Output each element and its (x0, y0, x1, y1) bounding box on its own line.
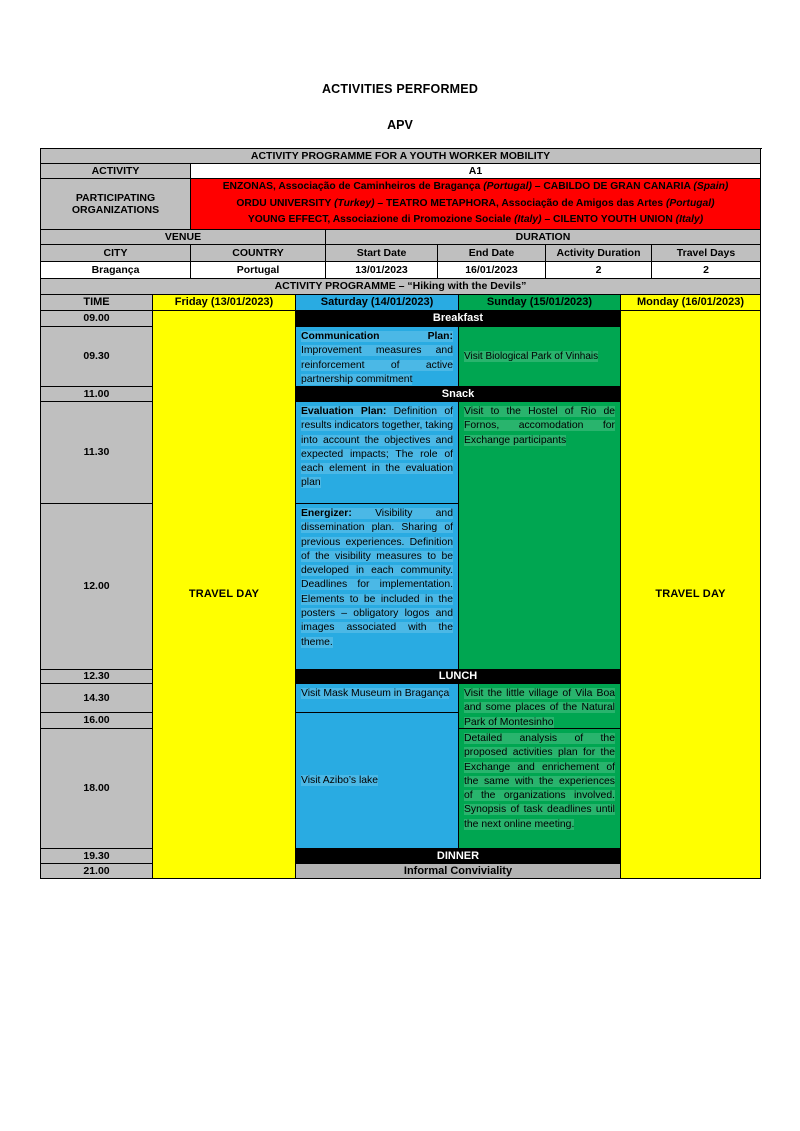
snack-bar: Snack (296, 387, 621, 402)
lunch-bar: LUNCH (296, 670, 621, 684)
participating-organizations-cell (191, 179, 761, 230)
start-date-value: 13/01/2023 (326, 262, 438, 279)
time-header: TIME (41, 295, 153, 311)
sunday-header: Sunday (15/01/2023) (459, 295, 621, 311)
travel-days-header: Travel Days (652, 245, 761, 262)
activity-value: A1 (191, 164, 761, 179)
time-cell-1800: 18.00 (41, 729, 153, 849)
end-date-header: End Date (438, 245, 546, 262)
sunday-activities-analysis-cell: Detailed analysis of the proposed activities plan for the Exchange and enrichement of the same with the experiences of the organizations involved. Synopsis of task deadlines until the next online meeting. (459, 729, 621, 849)
duration-label: DURATION (326, 230, 761, 245)
time-cell-1930: 19.30 (41, 849, 153, 864)
monday-travel-day-cell: TRAVEL DAY (621, 311, 761, 879)
city-value: Bragança (41, 262, 191, 279)
programme-title: ACTIVITY PROGRAMME – “Hiking with the Devils” (41, 279, 761, 295)
activity-programme-table (40, 148, 762, 879)
start-date-header: Start Date (326, 245, 438, 262)
organization-line: ORDU UNIVERSITY (Turkey) – TEATRO METAPHORA, Associação de Amigos das Artes (Portugal) (236, 197, 715, 209)
sunday-hostel-cell: Visit to the Hostel of Rio de Fornos, accomodation for Exchange participants (459, 402, 621, 670)
schedule-table (41, 295, 762, 879)
table-header: ACTIVITY PROGRAMME FOR A YOUTH WORKER MOBILITY (41, 149, 761, 164)
saturday-mask-museum-cell: Visit Mask Museum in Bragança (296, 684, 459, 713)
saturday-evaluation-plan-cell: Evaluation Plan: Definition of results indicators together, taking into account the objectives and expected impacts; The role of each element in the evaluation plan (296, 402, 459, 504)
country-header: COUNTRY (191, 245, 326, 262)
time-cell-2100: 21.00 (41, 864, 153, 879)
document-title: ACTIVITIES PERFORMED (321, 82, 479, 96)
organization-line: YOUNG EFFECT, Associazione di Promozione Sociale (Italy) – CILENTO YOUTH UNION (Italy) (247, 214, 704, 226)
dinner-bar: DINNER (296, 849, 621, 864)
time-cell-1600: 16.00 (41, 713, 153, 729)
monday-header: Monday (16/01/2023) (621, 295, 761, 311)
informal-conviviality-bar: Informal Conviviality (296, 864, 621, 879)
friday-header: Friday (13/01/2023) (153, 295, 296, 311)
time-cell-1100: 11.00 (41, 387, 153, 402)
time-cell-0900: 09.00 (41, 311, 153, 327)
saturday-communication-plan-cell: Communication Plan: Improvement measures and reinforcement of active partnership commitment (296, 327, 459, 387)
friday-travel-day-cell: TRAVEL DAY (153, 311, 296, 879)
time-cell-1430: 14.30 (41, 684, 153, 713)
end-date-value: 16/01/2023 (438, 262, 546, 279)
saturday-header: Saturday (14/01/2023) (296, 295, 459, 311)
city-header: CITY (41, 245, 191, 262)
saturday-azibo-lake-cell: Visit Azibo’s lake (296, 713, 459, 849)
time-cell-1230: 12.30 (41, 670, 153, 684)
venue-label: VENUE (41, 230, 326, 245)
breakfast-bar: Breakfast (296, 311, 621, 327)
time-cell-1200: 12.00 (41, 504, 153, 670)
document-subtitle: APV (387, 118, 413, 132)
info-table (41, 149, 762, 295)
time-cell-0930: 09.30 (41, 327, 153, 387)
activity-duration-header: Activity Duration (546, 245, 652, 262)
organization-line: ENZONAS, Associação de Caminheiros de Bragança (Portugal) – CABILDO DE GRAN CANARIA (Spain) (222, 181, 729, 193)
activity-duration-value: 2 (546, 262, 652, 279)
sunday-biological-park-cell: Visit Biological Park of Vinhais (459, 327, 621, 387)
participating-organizations-label: PARTICIPATING ORGANIZATIONS (41, 179, 191, 230)
time-cell-1130: 11.30 (41, 402, 153, 504)
country-value: Portugal (191, 262, 326, 279)
activity-label: ACTIVITY (41, 164, 191, 179)
sunday-vila-boa-cell: Visit the little village of Vila Boa and some places of the Natural Park of Montesinho (459, 684, 621, 729)
saturday-energizer-cell: Energizer: Visibility and dissemination plan. Sharing of previous experiences. Definition of the visibility measures to be developed in each community. Deadlines for implementation. Elements to be included in the posters – obligatory logos and images associated with the theme. (296, 504, 459, 670)
travel-days-value: 2 (652, 262, 761, 279)
